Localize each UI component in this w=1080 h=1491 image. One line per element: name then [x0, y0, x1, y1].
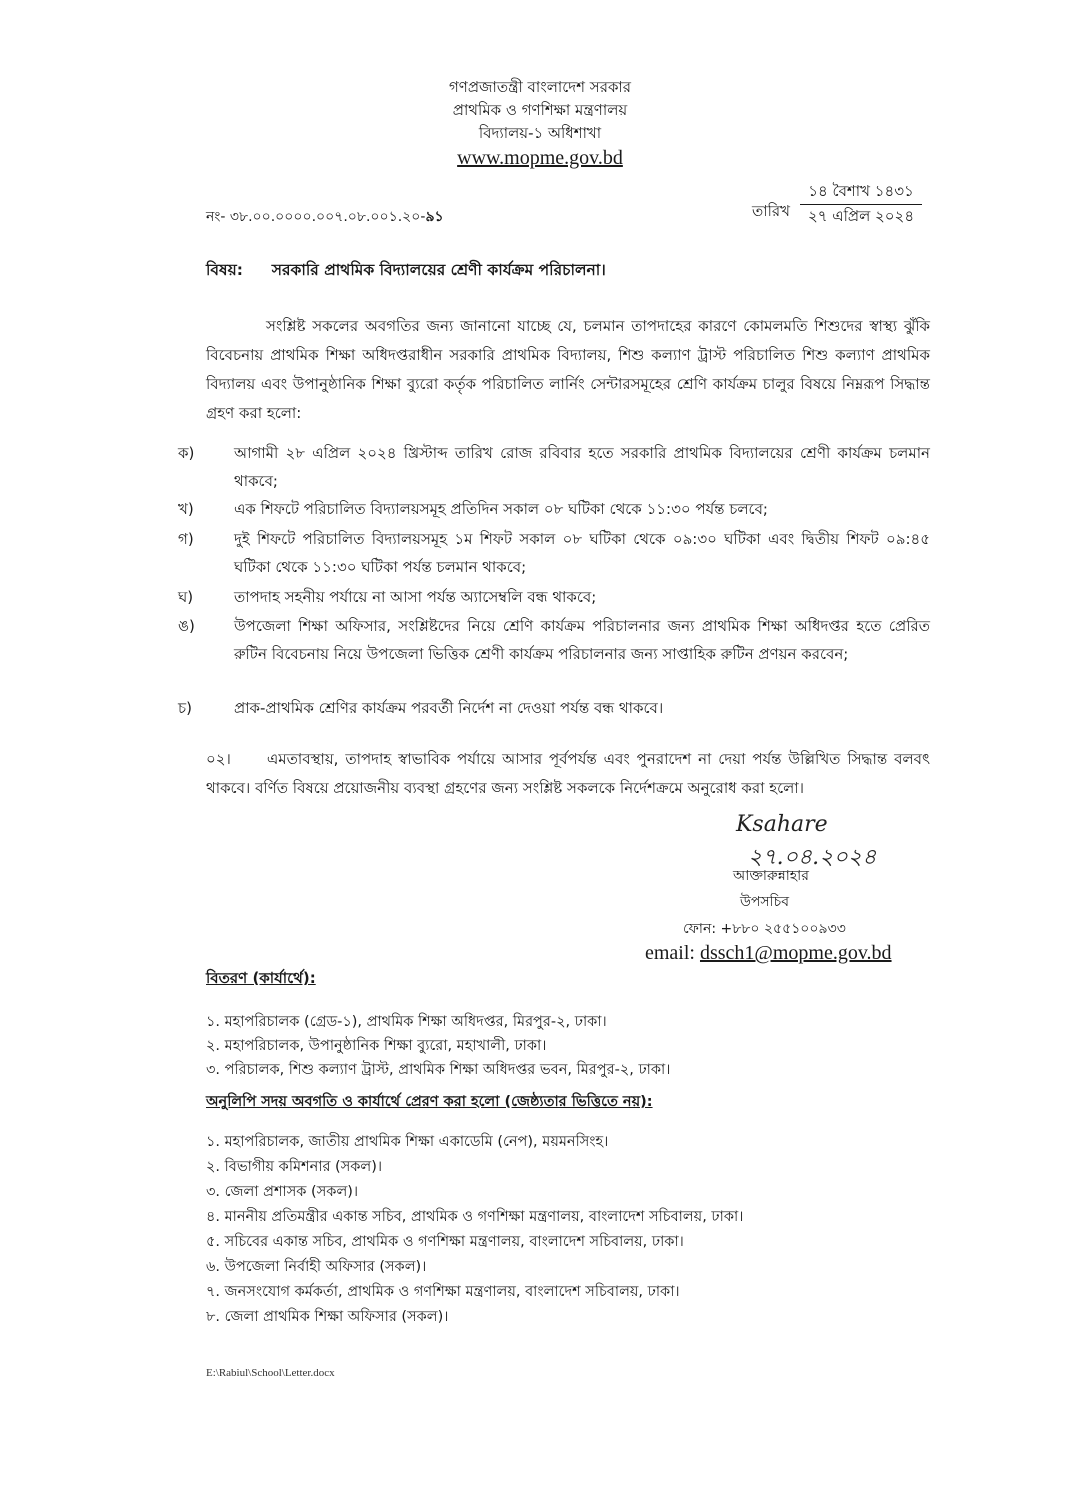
memo-number — [206, 205, 444, 229]
closing-paragraph-label: ০২। — [206, 750, 231, 768]
intro-paragraph: সংশ্লিষ্ট সকলের অবগতির জন্য জানানো যাচ্ছে যে, চলমান তাপদাহের কারণে কোমলমতি শিশুদের স্বাস্থ্য ঝুঁকি বিবেচনায় প্রাথমিক শিক্ষা অধিদপ্তরাধীন সরকারি প্রাথমিক বিদ্যালয়, শিশু কল্যাণ ট্রাস্ট পরিচালিত শিশু কল্যাণ প্রাথমিক বিদ্যালয় এবং উপানুষ্ঠানিক শিক্ষা ব্যুরো কর্তৃক পরিচালিত লার্নিং সেন্টারসমূহের শ্রেণি কার্যক্রম চালুর বিষয়ে নিম্নরূপ সিদ্ধান্ত গ্রহণ করা হলো: — [206, 317, 930, 422]
decision-text: উপজেলা শিক্ষা অফিসার, সংশ্লিষ্টদের নিয়ে শ্রেণি কার্যক্রম পরিচালনার জন্য প্রাথমিক শিক্ষা অধিদপ্তর হতে প্রেরিত রুটিন বিবেচনায় নিয়ে উপজেলা ভিত্তিক শ্রেণী কার্যক্রম পরিচালনার জন্য সাপ্তাহিক রুটিন প্রণয়ন করবেন; — [234, 617, 930, 663]
copy-item: ৪. মাননীয় প্রতিমন্ত্রীর একান্ত সচিব, প্রাথমিক ও গণশিক্ষা মন্ত্রণালয়, বাংলাদেশ সচিবালয়, ঢাকা। — [206, 1209, 744, 1225]
decision-item — [178, 694, 930, 722]
file-path-footer: E:\Rabiul\School\Letter.docx — [206, 1367, 335, 1379]
decision-text: আগামী ২৮ এপ্রিল ২০২৪ খ্রিস্টাব্দ তারিখ রোজ রবিবার হতে সরকারি প্রাথমিক বিদ্যালয়ের শ্রেণী কার্যক্রম চলমান থাকবে; — [234, 444, 930, 490]
distribution-item: ৩. পরিচালক, শিশু কল্যাণ ট্রাস্ট, প্রাথমিক শিক্ষা অধিদপ্তর ভবন, মিরপুর-২, ঢাকা। — [206, 1062, 671, 1078]
closing-paragraph — [206, 745, 930, 803]
copies-title: অনুলিপি সদয় অবগতি ও কার্যার্থে প্রেরণ করা হলো (জেষ্ঠ্যতার ভিত্তিতে নয়): — [206, 1094, 653, 1110]
header-govt: গণপ্রজাতন্ত্রী বাংলাদেশ সরকার — [448, 78, 632, 96]
decision-label: ক) — [178, 444, 195, 462]
distribution-title: বিতরণ (কার্যার্থে): — [206, 969, 316, 987]
copy-item: ৭. জনসংযোগ কর্মকর্তা, প্রাথমিক ও গণশিক্ষা মন্ত্রণালয়, বাংলাদেশ সচিবালয়, ঢাকা। — [206, 1284, 680, 1300]
subject-line — [206, 258, 606, 284]
signatory-phone: ফোন: +৮৮০ ২৫৫১০০৯৩৩ — [683, 921, 846, 937]
email-label: email: — [645, 942, 695, 964]
decision-label: গ) — [178, 530, 194, 548]
decision-label: চ) — [178, 699, 192, 717]
email-address-link[interactable]: dssch1@mopme.gov.bd — [699, 942, 892, 964]
closing-paragraph-text: এমতাবস্থায়, তাপদাহ স্বাভাবিক পর্যায়ে আসার পূর্বপর্যন্ত এবং পুনরাদেশ না দেয়া পর্যন্ত উল্লিখিত সিদ্ধান্ত বলবৎ থাকবে। বর্ণিত বিষয়ে প্রয়োজনীয় ব্যবস্থা গ্রহণের জন্য সংশ্লিষ্ট সকলকে নির্দেশক্রমে অনুরোধ করা হলো। — [206, 750, 930, 797]
header-section: বিদ্যালয়-১ অধিশাখা — [478, 124, 602, 142]
date-english: ২৭ এপ্রিল ২০২৪ — [807, 207, 915, 225]
decision-item — [178, 583, 930, 611]
distribution-item: ১. মহাপরিচালক (গ্রেড-১), প্রাথমিক শিক্ষা অধিদপ্তর, মিরপুর-২, ঢাকা। — [206, 1014, 607, 1030]
decision-item — [178, 439, 930, 495]
subject-label: বিষয়: — [206, 261, 243, 279]
decision-text: প্রাক-প্রাথমিক শ্রেণির কার্যক্রম পরবর্তী নির্দেশ না দেওয়া পর্যন্ত বন্ধ থাকবে। — [234, 699, 664, 717]
copy-item: ৬. উপজেলা নির্বাহী অফিসার (সকল)। — [206, 1259, 427, 1275]
copy-item: ৩. জেলা প্রশাসক (সকল)। — [206, 1184, 359, 1200]
decision-text: তাপদাহ সহনীয় পর্যায়ে না আসা পর্যন্ত অ্যাসেম্বলি বন্ধ থাকবে; — [234, 588, 597, 606]
decision-item — [178, 495, 930, 523]
handwritten-signature: Ksahare — [736, 812, 828, 837]
decision-label: ঙ) — [178, 617, 195, 635]
handwritten-signature-date: ২৭.০৪.২০২৪ — [748, 845, 877, 870]
copy-item: ৮. জেলা প্রাথমিক শিক্ষা অফিসার (সকল)। — [206, 1309, 449, 1325]
signatory-name: আক্তারুন্নাহার — [733, 868, 809, 884]
date-bangla: ১৪ বৈশাখ ১৪৩১ — [800, 180, 922, 205]
copy-item: ৫. সচিবের একান্ত সচিব, প্রাথমিক ও গণশিক্ষা মন্ত্রণালয়, বাংলাদেশ সচিবালয়, ঢাকা। — [206, 1234, 684, 1250]
decision-label: ঘ) — [178, 588, 194, 606]
subject-text: সরকারি প্রাথমিক বিদ্যালয়ের শ্রেণী কার্যক্রম পরিচালনা। — [271, 261, 606, 279]
decision-label: খ) — [178, 500, 194, 518]
copy-item: ১. মহাপরিচালক, জাতীয় প্রাথমিক শিক্ষা একাডেমি (নেপ), ময়মনসিংহ। — [206, 1134, 609, 1150]
date-block — [800, 180, 922, 227]
header-website[interactable]: www.mopme.gov.bd — [457, 147, 623, 169]
copy-item: ২. বিভাগীয় কমিশনার (সকল)। — [206, 1159, 383, 1175]
decision-text: এক শিফটে পরিচালিত বিদ্যালয়সমূহ প্রতিদিন সকাল ০৮ ঘটিকা থেকে ১১:৩০ পর্যন্ত চলবে; — [234, 500, 768, 518]
decision-item — [178, 612, 930, 668]
memo-number-suffix: ৯১ — [425, 209, 444, 225]
signatory-email — [645, 942, 892, 965]
decision-text: দুই শিফটে পরিচালিত বিদ্যালয়সমূহ ১ম শিফট সকাল ০৮ ঘটিকা থেকে ০৯:৩০ ঘটিকা এবং দ্বিতীয় শিফট ০৯:৪৫ ঘটিকা থেকে ১১:৩০ ঘটিকা পর্যন্ত চলমান থাকবে; — [234, 530, 930, 576]
distribution-item: ২. মহাপরিচালক, উপানুষ্ঠানিক শিক্ষা ব্যুরো, মহাখালী, ঢাকা। — [206, 1038, 547, 1054]
header-ministry: প্রাথমিক ও গণশিক্ষা মন্ত্রণালয় — [452, 101, 628, 119]
date-label: তারিখ — [752, 202, 790, 220]
decision-item — [178, 525, 930, 581]
signatory-designation: উপসচিব — [740, 894, 790, 910]
memo-number-text: নং- ৩৮.০০.০০০০.০০৭.০৮.০০১.২০- — [206, 209, 426, 225]
